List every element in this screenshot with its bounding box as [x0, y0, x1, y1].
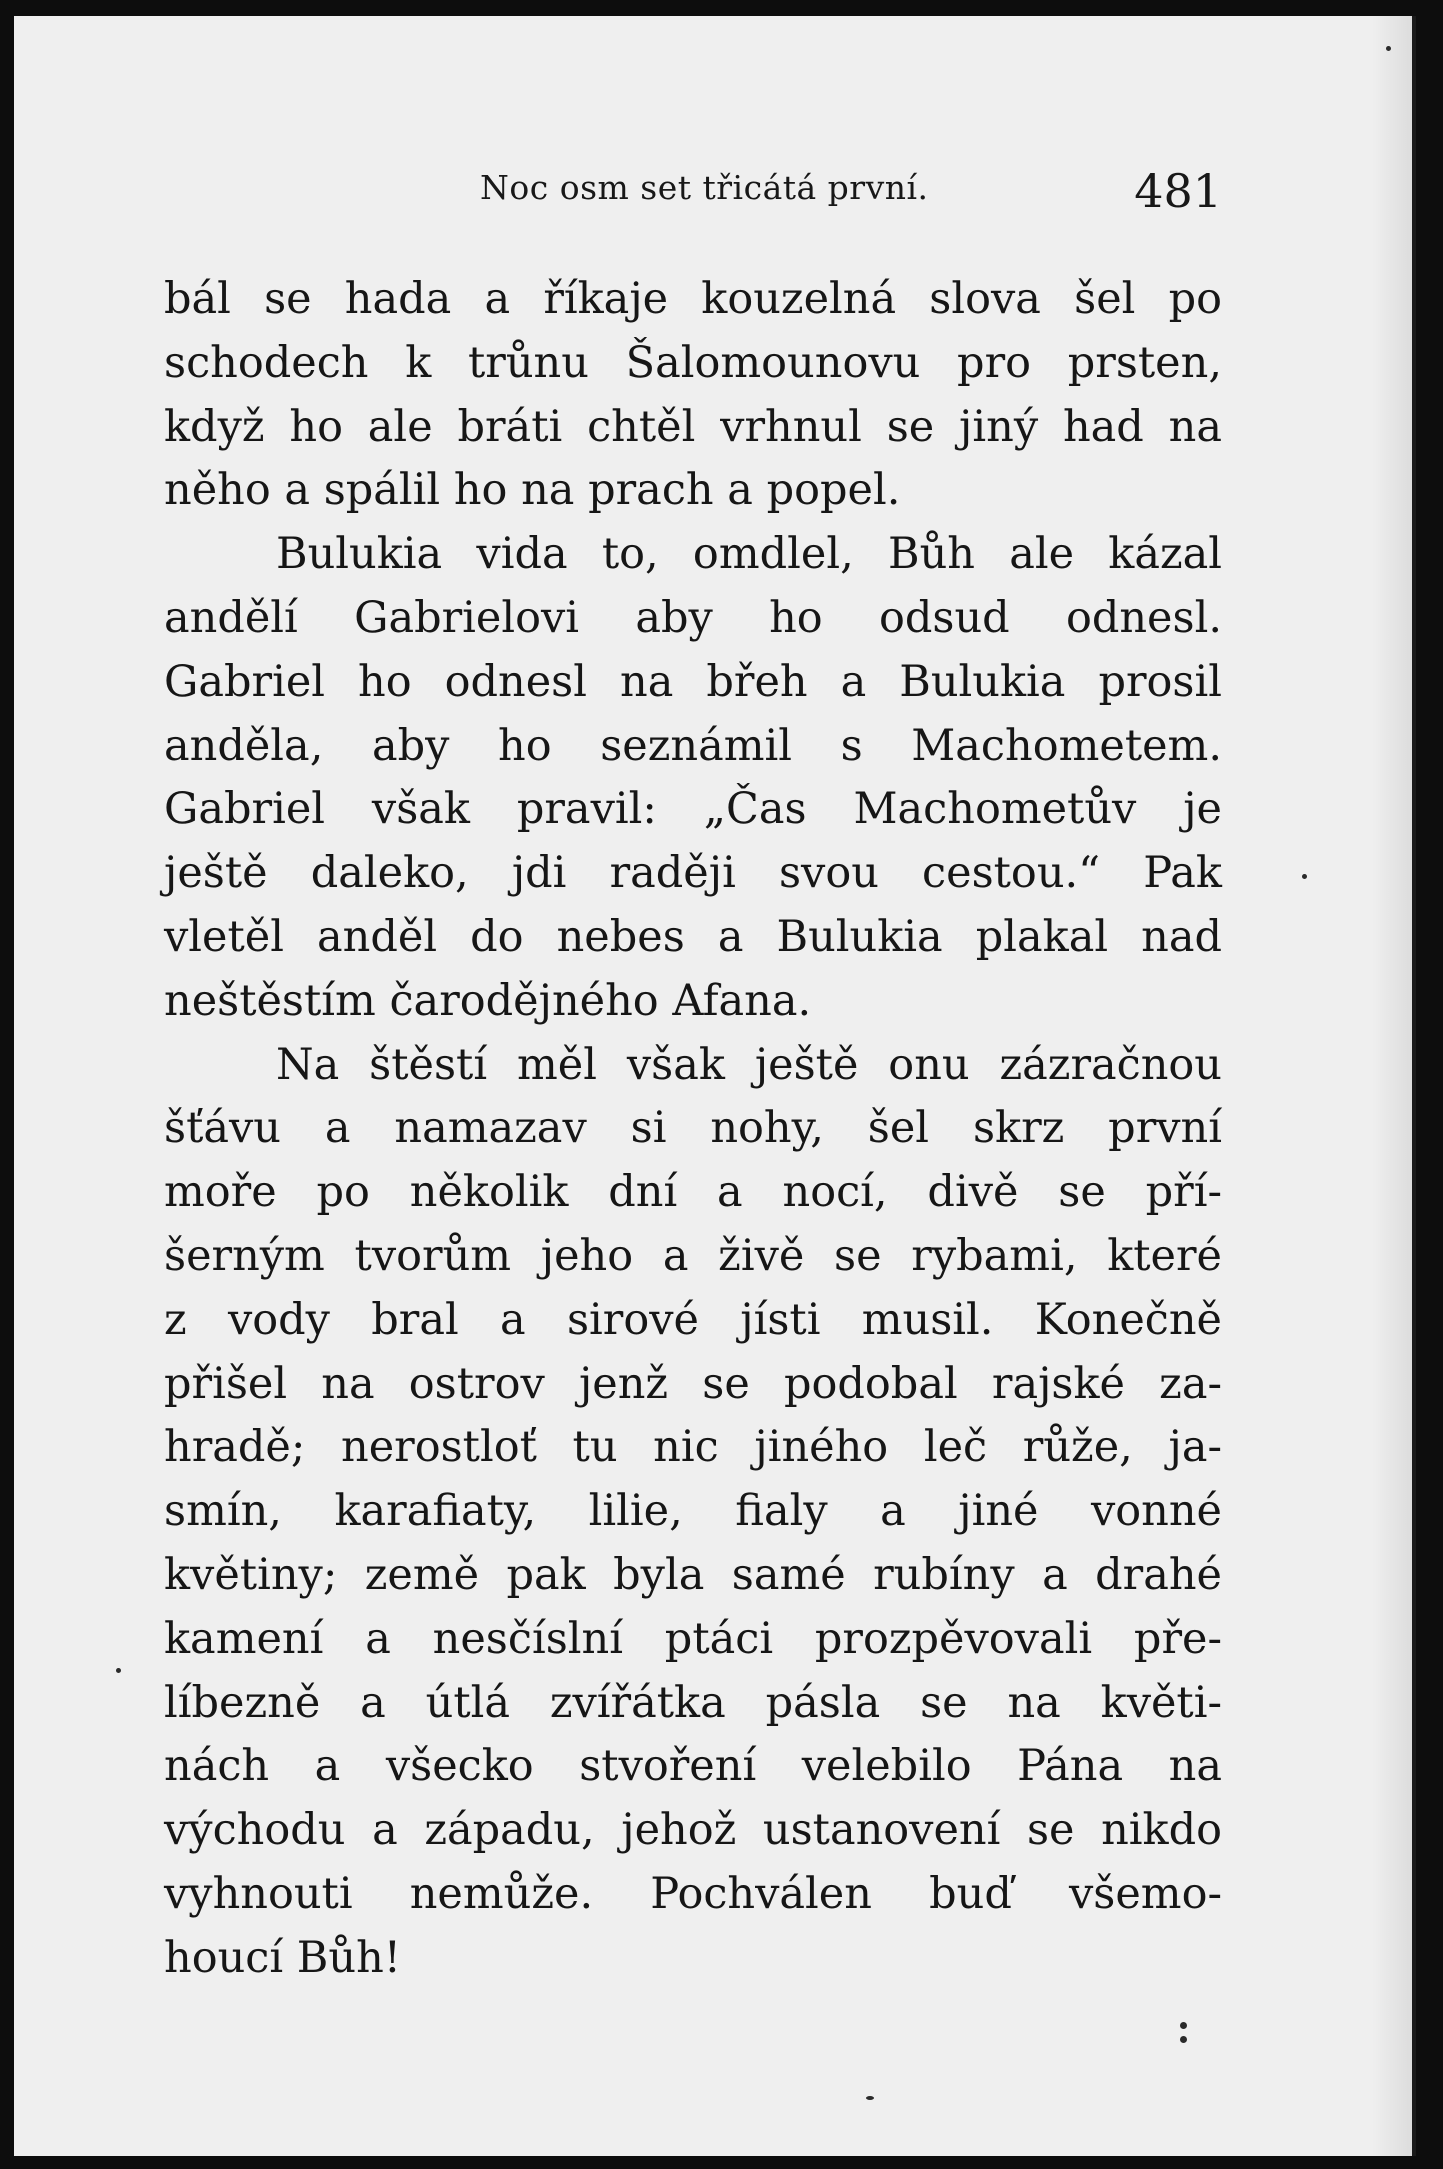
print-speck: [116, 1668, 121, 1673]
text-line: Na štěstí měl však ještě onu zázračnou: [276, 1039, 1222, 1090]
text-line: kamení a nesčíslní ptáci prozpěvovali pře-: [164, 1613, 1222, 1664]
text-line: bál se hada a říkaje kouzelná slova šel po: [164, 274, 1222, 324]
text-line: květiny; země pak byla samé rubíny a drahé: [164, 1549, 1222, 1600]
text-line: andělí Gabrielovi aby ho odsud odnesl.: [164, 592, 1222, 643]
print-speck: [866, 2096, 874, 2100]
running-title: Noc osm set třicátá první.: [480, 168, 929, 207]
text-line: přišel na ostrov jenž se podobal rajské za-: [164, 1358, 1222, 1409]
text-line: Gabriel ho odnesl na břeh a Bulukia prosil: [164, 656, 1222, 707]
print-speck: [1302, 874, 1307, 879]
text-line: vyhnouti nemůže. Pochválen buď všemo-: [164, 1868, 1222, 1919]
text-line: z vody bral a sirové jísti musil. Konečně: [164, 1294, 1222, 1345]
page-number: 481: [1134, 164, 1222, 218]
text-line: ještě daleko, jdi raději svou cestou.“ Pak: [164, 848, 1222, 899]
print-speck: [1180, 2036, 1187, 2043]
text-line: šťávu a namazav si nohy, šel skrz první: [164, 1103, 1222, 1154]
text-line: neštěstím čarodějného Afana.: [164, 975, 812, 1026]
text-line: něho a spálil ho na prach a popel.: [164, 465, 901, 516]
text-line: Bulukia vida to, omdlel, Bůh ale kázal: [276, 529, 1222, 580]
body-text: [164, 268, 1222, 1991]
text-line: moře po několik dní a nocí, divě se pří-: [164, 1167, 1222, 1218]
print-speck: [1386, 46, 1391, 51]
text-line: schodech k trůnu Šalomounovu pro prsten,: [164, 337, 1222, 388]
text-line: když ho ale bráti chtěl vrhnul se jiný had na: [164, 401, 1222, 452]
text-line: líbezně a útlá zvířátka pásla se na květi-: [164, 1677, 1222, 1728]
text-line: houcí Bůh!: [164, 1932, 402, 1983]
text-line: smín, karafiaty, lilie, fialy a jiné vonné: [164, 1486, 1222, 1537]
text-line: Gabriel však pravil: „Čas Machometův je: [164, 784, 1222, 835]
page-header: [480, 164, 1222, 218]
print-speck: [1180, 2022, 1187, 2029]
text-line: východu a západu, jehož ustanovení se nikdo: [164, 1805, 1222, 1856]
text-line: anděla, aby ho seznámil s Machometem.: [164, 720, 1222, 771]
text-line: vletěl anděl do nebes a Bulukia plakal nad: [164, 911, 1222, 962]
book-page: [14, 16, 1416, 2156]
text-line: nách a všecko stvoření velebilo Pána na: [164, 1741, 1222, 1792]
text-line: šerným tvorům jeho a živě se rybami, které: [164, 1230, 1222, 1281]
page-edge-shadow: [1372, 16, 1412, 2156]
text-line: hradě; nerostloť tu nic jiného leč růže, ja-: [164, 1422, 1222, 1473]
